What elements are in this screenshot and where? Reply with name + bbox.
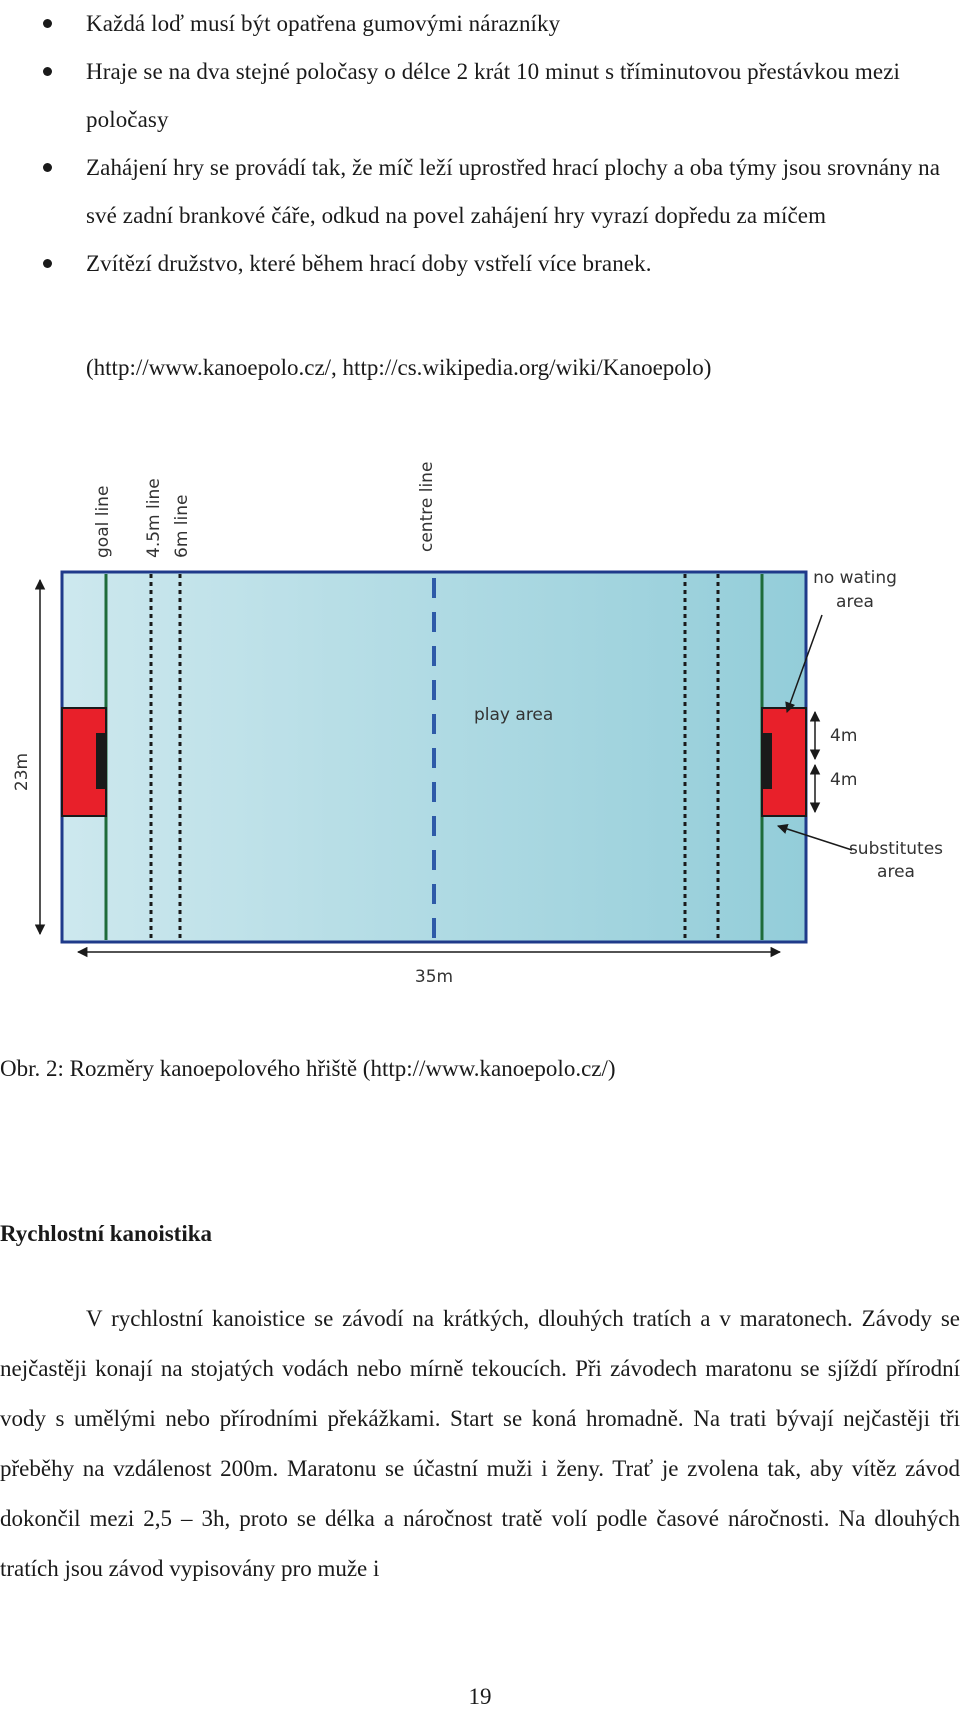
reference-text: (http://www.kanoepolo.cz/, http://cs.wikipedia.org/wiki/Kanoepolo) — [86, 355, 712, 380]
label-play-area: play area — [474, 705, 554, 725]
bullet-dot — [43, 163, 52, 172]
label-4m-bottom: 4m — [830, 770, 858, 790]
section-heading: Rychlostní kanoistika — [0, 1221, 212, 1246]
label-length: 35m — [414, 967, 454, 987]
label-substitutes: substitutes — [848, 839, 944, 859]
bullet-dot — [43, 67, 52, 76]
label-no-waiting: no wating — [813, 568, 897, 588]
label-no-waiting-area: area — [836, 592, 874, 612]
bullet-item: Zvítězí družstvo, které během hrací doby vstřelí více branek. — [0, 240, 960, 288]
page-number: 19 — [468, 1684, 492, 1709]
goal-left-mouth — [96, 733, 106, 789]
bullet-item: Hraje se na dva stejné poločasy o délce 2 krát 10 minut s tříminutovou přestávkou mezi poločasy — [0, 48, 960, 144]
goal-right-mouth — [762, 733, 772, 789]
body-paragraph: V rychlostní kanoistice se závodí na krátkých, dlouhých tratích a v maratonech. Závody se nejčastěji konají na stojatých vodách nebo mírně tekoucích. Při závodech maratonu se sjíždí přírodní vody s umělými nebo přírodními překážkami. Start se koná hromadně. Na trati bývají nejčastěji tři přeběhy na vzdálenost 200m. Maratonu se účastní muži i ženy. Trať je zvolena tak, aby vítěz závod dokončil mezi 2,5 – 3h, proto se délka a náročnost tratě volí podle časové náročnosti. Na dlouhých tratích jsou závod vypisovány pro muže i — [0, 1306, 960, 1581]
label-goal-line: goal line — [93, 485, 113, 558]
bullet-dot — [43, 259, 52, 268]
bullet-dot — [43, 19, 52, 28]
label-width: 23m — [12, 752, 32, 792]
pitch-diagram — [0, 440, 960, 1010]
bullet-item: Každá loď musí být opatřena gumovými nárazníky — [0, 0, 960, 48]
figure-caption: Obr. 2: Rozměry kanoepolového hřiště (http://www.kanoepolo.cz/) — [0, 1056, 616, 1081]
label-45m-line: 4.5m line — [144, 478, 164, 558]
label-substitutes-area: area — [877, 862, 915, 882]
label-centre-line: centre line — [417, 461, 437, 552]
label-6m-line: 6m line — [172, 494, 192, 558]
bullet-item: Zahájení hry se provádí tak, že míč leží uprostřed hrací plochy a oba týmy jsou srovnány na své zadní brankové čáře, odkud na povel zahájení hry vyrazí dopředu za míčem — [0, 144, 960, 240]
bullet-list — [0, 0, 960, 288]
label-4m-top: 4m — [830, 726, 858, 746]
